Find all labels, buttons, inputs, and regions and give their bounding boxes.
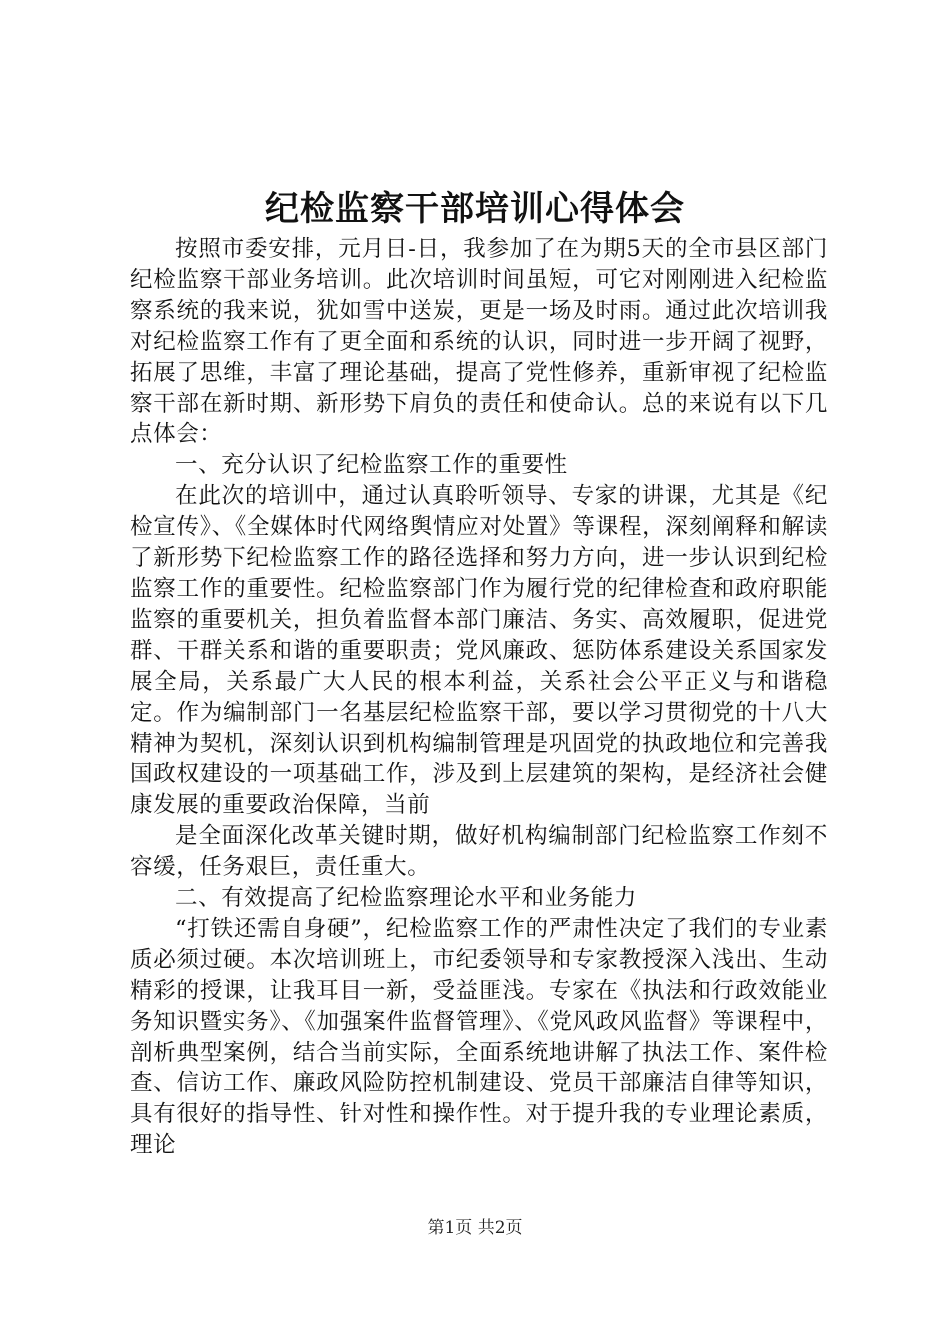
paragraph-section-1-continued: 是全面深化改革关键时期，做好机构编制部门纪检监察工作刻不容缓，任务艰巨，责任重大。 (130, 823, 828, 881)
page-number: 第1页 共2页 (427, 1218, 523, 1238)
section-heading-2: 二、有效提高了纪检监察理论水平和业务能力 (175, 885, 638, 912)
paragraph-intro: 按照市委安排，元月日-日，我参加了在为期5天的全市县区部门纪检监察干部业务培训。此次培训时间虽短，可它对刚刚进入纪检监察系统的我来说，犹如雪中送炭，更是一场及时雨。通过此次培训我对纪检监察工作有了更全面和系统的认识，同时进一步开阔了视野，拓展了思维，丰富了理论基础，提高了党性修养，重新审视了纪检监察干部在新时期、新形势下肩负的责任和使命认。总的来说有以下几点体会： (130, 236, 828, 448)
paragraph-section-1: 在此次的培训中，通过认真聆听领导、专家的讲课，尤其是《纪检宣传》、《全媒体时代网络舆情应对处置》等课程，深刻阐释和解读了新形势下纪检监察工作的路径选择和努力方向，进一步认识到纪检监察工作的重要性。纪检监察部门作为履行党的纪律检查和政府职能监察的重要机关，担负着监督本部门廉洁、务实、高效履职，促进党群、干群关系和谐的重要职责；党风廉政、惩防体系建设关系国家发展全局，关系最广大人民的根本利益，关系社会公平正义与和谐稳定。作为编制部门一名基层纪检监察干部，要以学习贯彻党的十八大精神为契机，深刻认识到机构编制管理是巩固党的执政地位和完善我国政权建设的一项基础工作，涉及到上层建筑的架构，是经济社会健康发展的重要政治保障，当前 (130, 483, 828, 819)
paragraph-section-2: “打铁还需自身硬”，纪检监察工作的严肃性决定了我们的专业素质必须过硬。本次培训班上，市纪委领导和专家教授深入浅出、生动精彩的授课，让我耳目一新，受益匪浅。专家在《执法和行政效能业务知识暨实务》、《加强案件监督管理》、《党风政风监督》等课程中，剖析典型案例，结合当前实际，全面系统地讲解了执法工作、案件检查、信访工作、廉政风险防控机制建设、党员干部廉洁自律等知识，具有很好的指导性、针对性和操作性。对于提升我的专业理论素质，理论 (130, 915, 828, 1159)
page-footer (0, 1216, 950, 1240)
document-title: 纪检监察干部培训心得体会 (265, 189, 685, 229)
document-body (130, 234, 828, 1161)
section-heading-1: 一、充分认识了纪检监察工作的重要性 (175, 452, 568, 479)
